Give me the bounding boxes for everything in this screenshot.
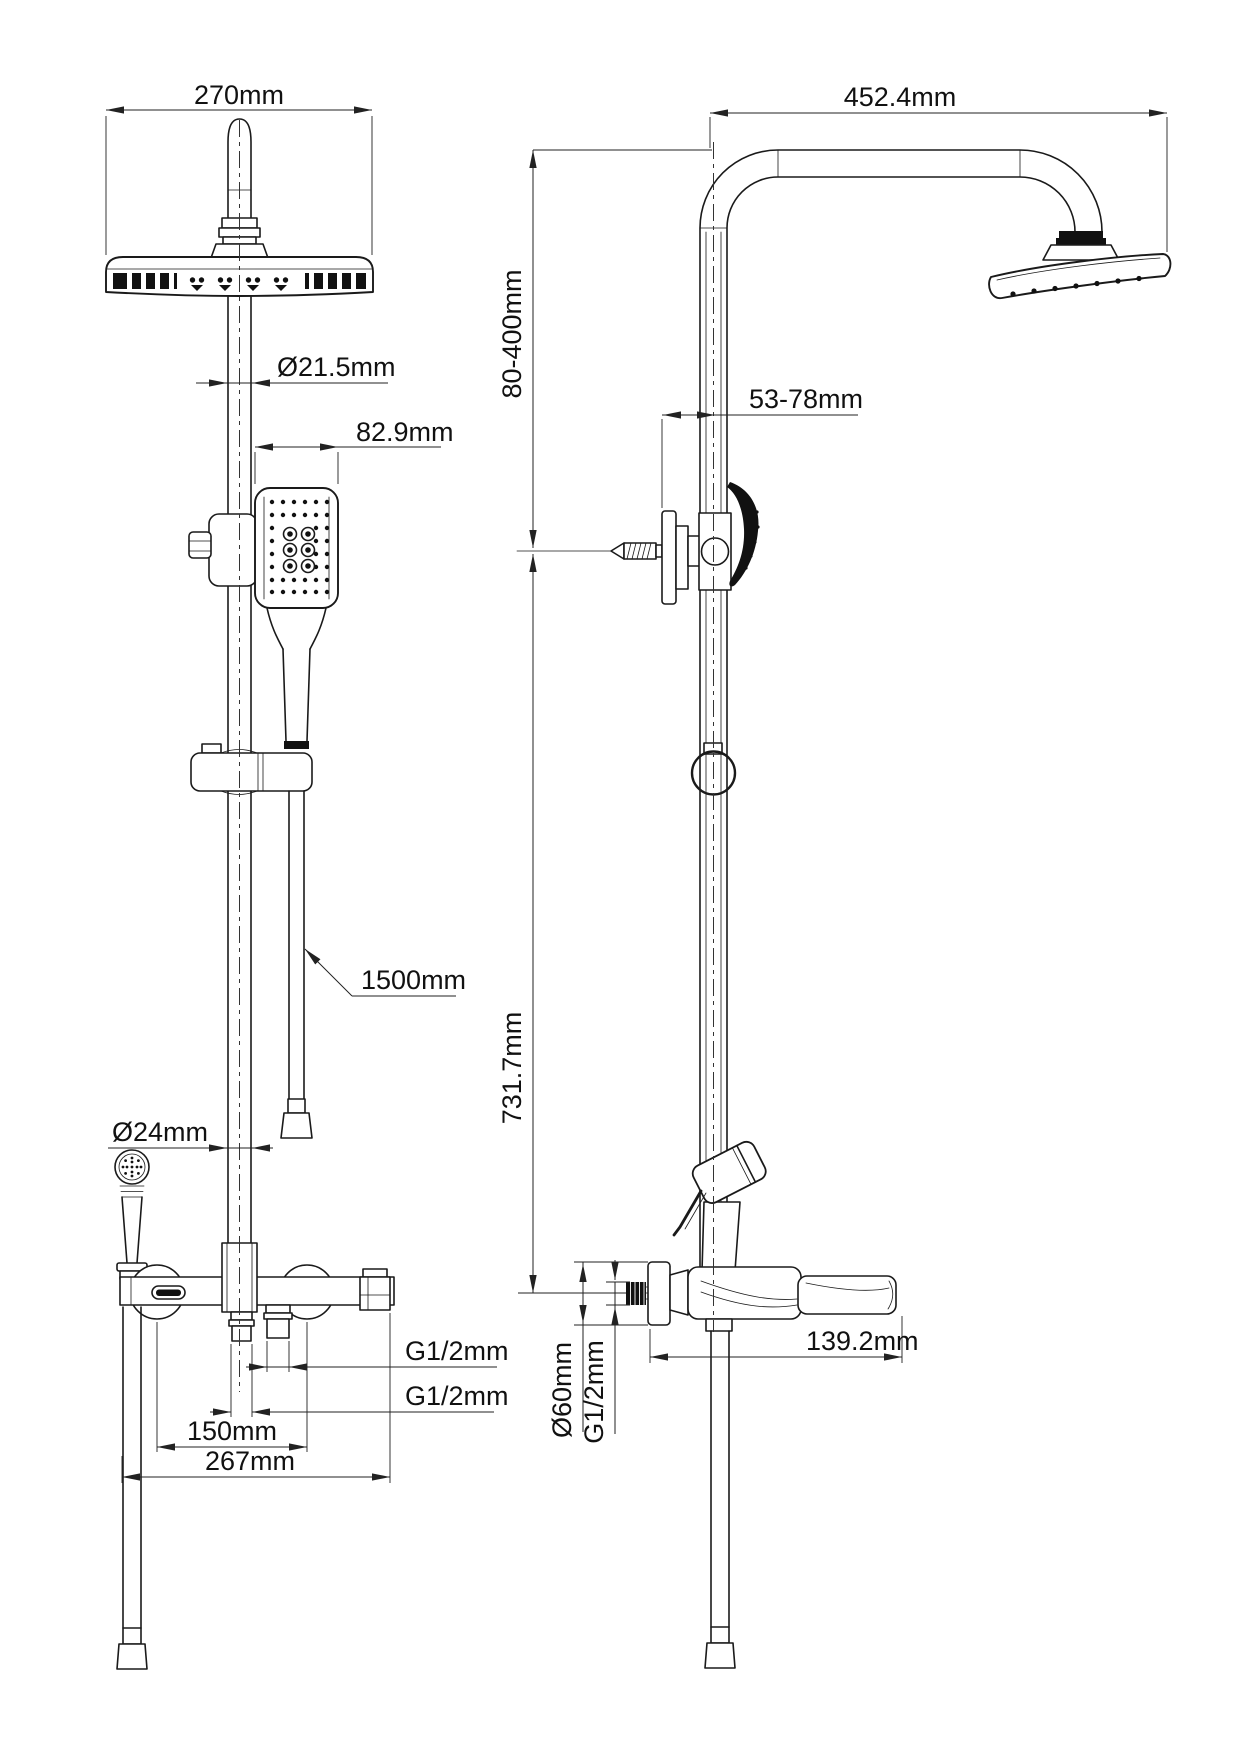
dim-bracket-offset-label: 53-78mm xyxy=(749,384,864,414)
front-view xyxy=(106,80,509,1669)
dim-outlet-thread-a xyxy=(246,1336,509,1372)
dim-hose-length xyxy=(305,949,466,996)
dim-outlet-thread-b-label: G1/2mm xyxy=(405,1381,509,1411)
slider-holder-front xyxy=(191,744,312,795)
dim-bracket-height-range-label: 80-400mm xyxy=(497,269,527,399)
dim-riser-length xyxy=(497,554,626,1293)
sprayer-hose-front xyxy=(117,1307,147,1669)
dim-body-width-label: 267mm xyxy=(204,1446,296,1476)
dim-pole-upper-dia xyxy=(196,352,396,383)
rain-shower-head-side xyxy=(989,231,1170,298)
dim-body-depth-label: 139.2mm xyxy=(806,1326,919,1356)
dim-outlet-thread-a-label: G1/2mm xyxy=(405,1336,509,1366)
hand-shower-side xyxy=(727,482,760,586)
dim-bracket-height-range xyxy=(497,150,712,548)
dim-pole-upper-dia-label: Ø21.5mm xyxy=(277,352,396,382)
dim-arm-reach xyxy=(710,82,1167,252)
dim-body-width xyxy=(122,1313,390,1483)
dim-inlet-spacing-label: 150mm xyxy=(186,1416,278,1446)
dim-hand-shower-width-label: 82.9mm xyxy=(356,417,454,447)
mixer-side xyxy=(626,1262,896,1331)
shower-hose-front xyxy=(281,791,312,1138)
dim-bracket-offset xyxy=(662,384,863,508)
side-view xyxy=(497,82,1170,1668)
bidet-sprayer-front xyxy=(115,1150,149,1279)
dim-hose-length-label: 1500mm xyxy=(361,965,467,995)
dim-body-depth xyxy=(650,1316,919,1363)
bidet-sprayer-side xyxy=(674,1139,769,1271)
dim-head-width-label: 270mm xyxy=(193,80,285,110)
dim-wall-thread-label: G1/2mm xyxy=(579,1340,609,1444)
shower-arm-side xyxy=(700,150,1102,1268)
dim-riser-length-label: 731.7mm xyxy=(497,1011,527,1125)
dim-wall-thread xyxy=(579,1260,630,1444)
wall-screw-icon xyxy=(611,543,662,559)
mixer-front xyxy=(120,1243,394,1341)
dim-pole-lower-dia-label: Ø24mm xyxy=(112,1117,209,1147)
dim-pole-lower-dia xyxy=(108,1117,273,1148)
wall-bracket-side xyxy=(517,511,731,604)
dim-arm-reach-label: 452.4mm xyxy=(843,82,957,112)
hand-shower-front xyxy=(255,488,338,749)
shower-hose-side xyxy=(705,1331,735,1668)
dim-flange-dia-label: Ø60mm xyxy=(547,1341,577,1439)
dim-hand-shower-width xyxy=(255,417,454,484)
wall-bracket-front xyxy=(189,514,257,586)
